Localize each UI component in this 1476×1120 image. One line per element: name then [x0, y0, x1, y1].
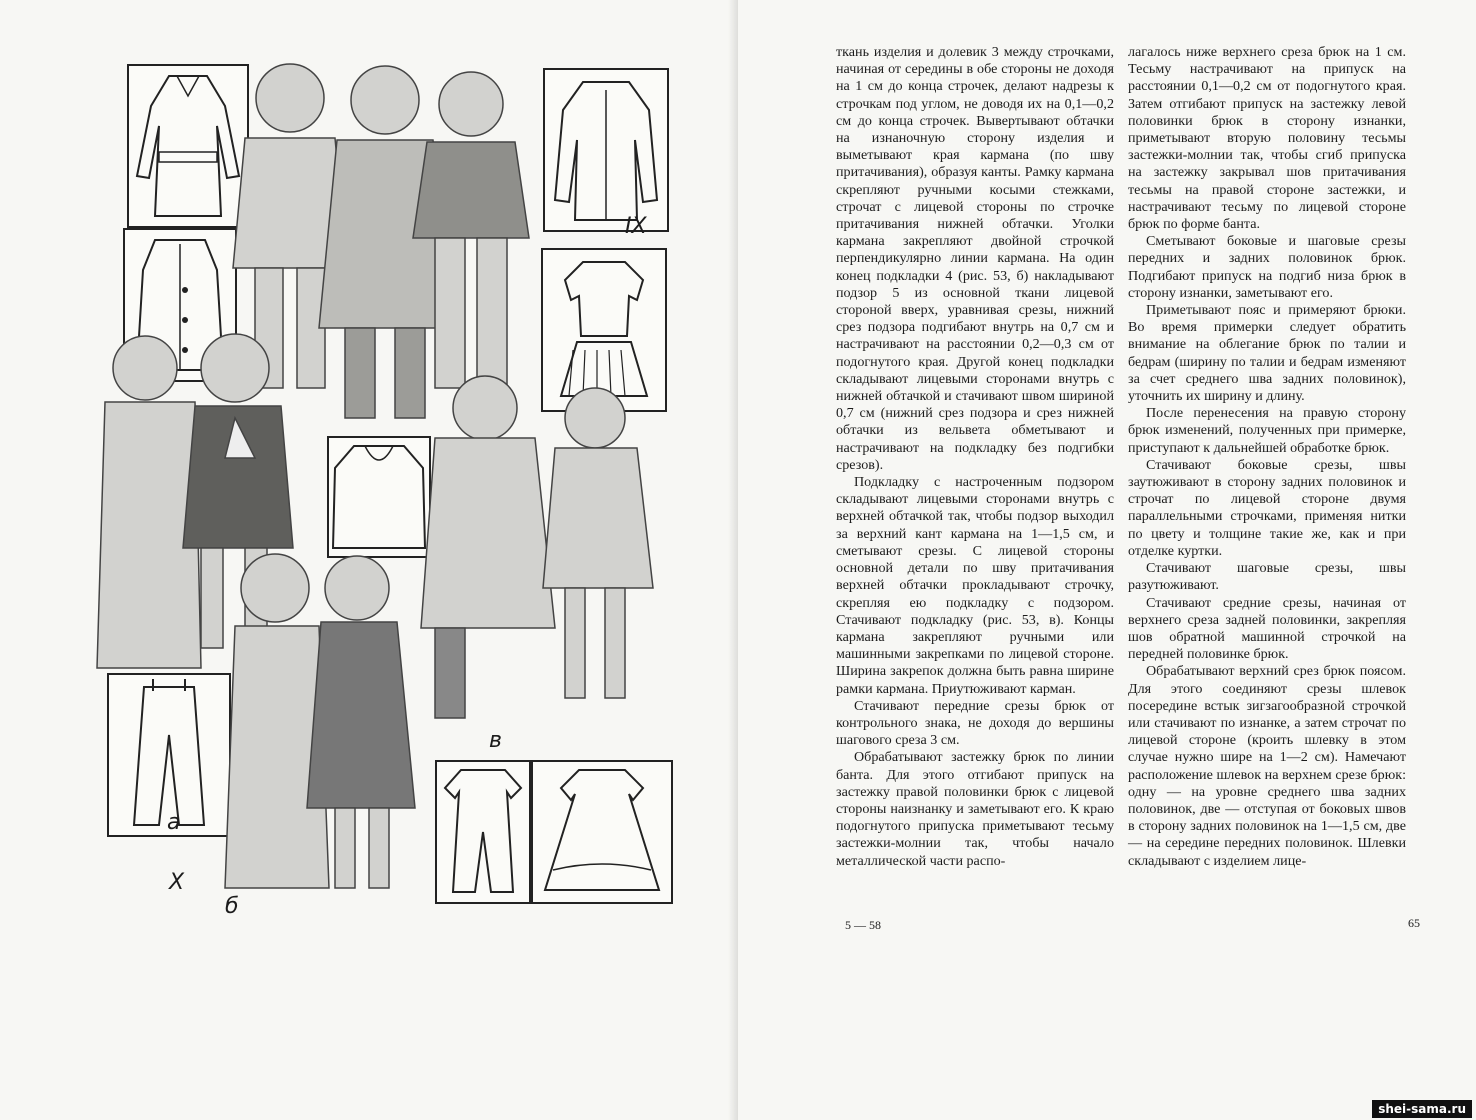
paragraph: Стачивают средние срезы, начиная от верхнего среза задней половинки, закрепляя шов обратной машинной строчкой на передней половинке брюк. — [1128, 594, 1406, 663]
paragraph: Сметывают боковые и шаговые срезы передних и задних половинок брюк. Подгибают припуск на подгиб низа брюк в сторону изнанки, заметывают его. — [1128, 233, 1406, 301]
figure-label-v: в — [489, 728, 502, 753]
paragraph: ткань изделия и долевик 3 между строчками, начиная от середины в обе стороны не доходя на 1 см до конца строчек, делают надрезы к строчкам под углом, не доводя их на 0,1—0,2 см до конца строчек. Вывертывают обтачки на изнаночную сторону изделия и выметывают края кармана (по шву притачивания), образуя канты. Рамку кармана скрепляют ручными косыми стежками, строчат с лицевой стороны по строчке притачивания нижней обтачки. Уголки кармана закрепляют двойной строчкой перпендикулярно линии кармана. На один конец подкладки 4 (рис. 53, б) накладывают подзор 5 из основной ткани лицевой стороной вверх, уравнивая срезы, нижний срез подзора подгибают внутрь на 0,7 см и настрачивают на расстоянии 0,2—0,3 см от подогнутого края. Другой конец подкладки складывают лицевыми сторонами внутрь с нижней обтачкой и стачивают швом шириной 0,7 см (нижний срез подзора и срез нижней обтачки из вельвета обметывают и настрачивают на подкладку без подгибки срезов). — [836, 44, 1114, 473]
text-column-left — [836, 44, 1114, 870]
fashion-illustration-plate — [85, 28, 685, 919]
paragraph: Подкладку с настроченным подзором складывают лицевыми сторонами внутрь с верхней обтачкой так, чтобы подзор выходил за верхний кант кармана на 1—1,5 см, и сметывают срезы. С лицевой стороны основной детали по шву притачивания верхней обтачки прокладывают строчку, скрепляя ею подкладку с подзором. Стачивают подкладку (рис. 53, в). Концы кармана закрепляют ручными или машинными закрепками по лицевой стороне. Ширина закрепок должна быть равна ширине рамки кармана. Приутюживают карман. — [836, 474, 1114, 697]
children-figures-drawing — [85, 28, 685, 908]
page-number: 65 — [1408, 916, 1420, 930]
text-column-right — [1128, 44, 1406, 870]
paragraph: Обрабатывают верхний срез брюк поясом. Для этого соединяют срезы шлевок посередине встык зигзагообразной строчкой или стачивают по изнанке, а затем строчат по лицевой стороне (кроить шлевку в этом случае нужно шире на 1—2 см). Намечают расположение шлевок на верхнем срезе брюк: одну — на уровне среднего шва задних половинок, две — отступая от боковых швов в сторону задних половинок на 1—1,5 см, две — на середине передних половинок. Шлевки складывают с изделием лице- — [1128, 663, 1406, 869]
paragraph: Обрабатывают застежку брюк по линии банта. Для этого отгибают припуск на застежку правой половинки брюк с лицевой стороны наизнанку и заметывают его. К краю подогнутого припуска приметывают тесьму застежки-молнии так, чтобы начало металлической части распо- — [836, 749, 1114, 869]
paragraph: Стачивают передние срезы брюк от контрольного знака, не доходя до вершины шагового среза 3 см. — [836, 697, 1114, 749]
figure-label-nine: IX — [625, 214, 647, 239]
printer-signature: 5 — 58 — [845, 918, 881, 932]
paragraph: Приметывают пояс и примеряют брюки. Во время примерки следует обратить внимание на облегание брюк по талии и бедрам (ширину по талии и бедрам изменяют за счет среднего шва задних половинок), уточнить их ширину и длину. — [1128, 302, 1406, 405]
figure-label-b: б — [225, 894, 239, 919]
paragraph: Стачивают боковые срезы, швы заутюживают в сторону задних половинок и строчат по лицевой стороне двумя параллельными строчками, применяя нитки по цвету и толщине такие же, как и при отделке куртки. — [1128, 456, 1406, 559]
paragraph: После перенесения на правую сторону брюк изменений, полученных при примерке, приступают к дальнейшей обработке брюк. — [1128, 405, 1406, 456]
paragraph: лагалось ниже верхнего среза брюк на 1 см. Тесьму настрачивают на припуск на расстоянии 0,1—0,2 см от подогнутого края. Затем отгибают припуск на застежку левой половинки брюк в сторону изнанки, приметывают вторую половину тесьмы застежки-молнии так, чтобы сгиб припуска на застежку закрывал шов притачивания тесьмы на правой стороне застежки, и настрачивают тесьму по лицевой стороне брюк по форме банта. — [1128, 44, 1406, 233]
figure-label-ten: X — [169, 870, 185, 895]
site-watermark: shei-sama.ru — [1372, 1100, 1472, 1118]
paragraph: Стачивают шаговые срезы, швы разутюживают. — [1128, 560, 1406, 594]
figure-label-a: a — [167, 810, 181, 835]
